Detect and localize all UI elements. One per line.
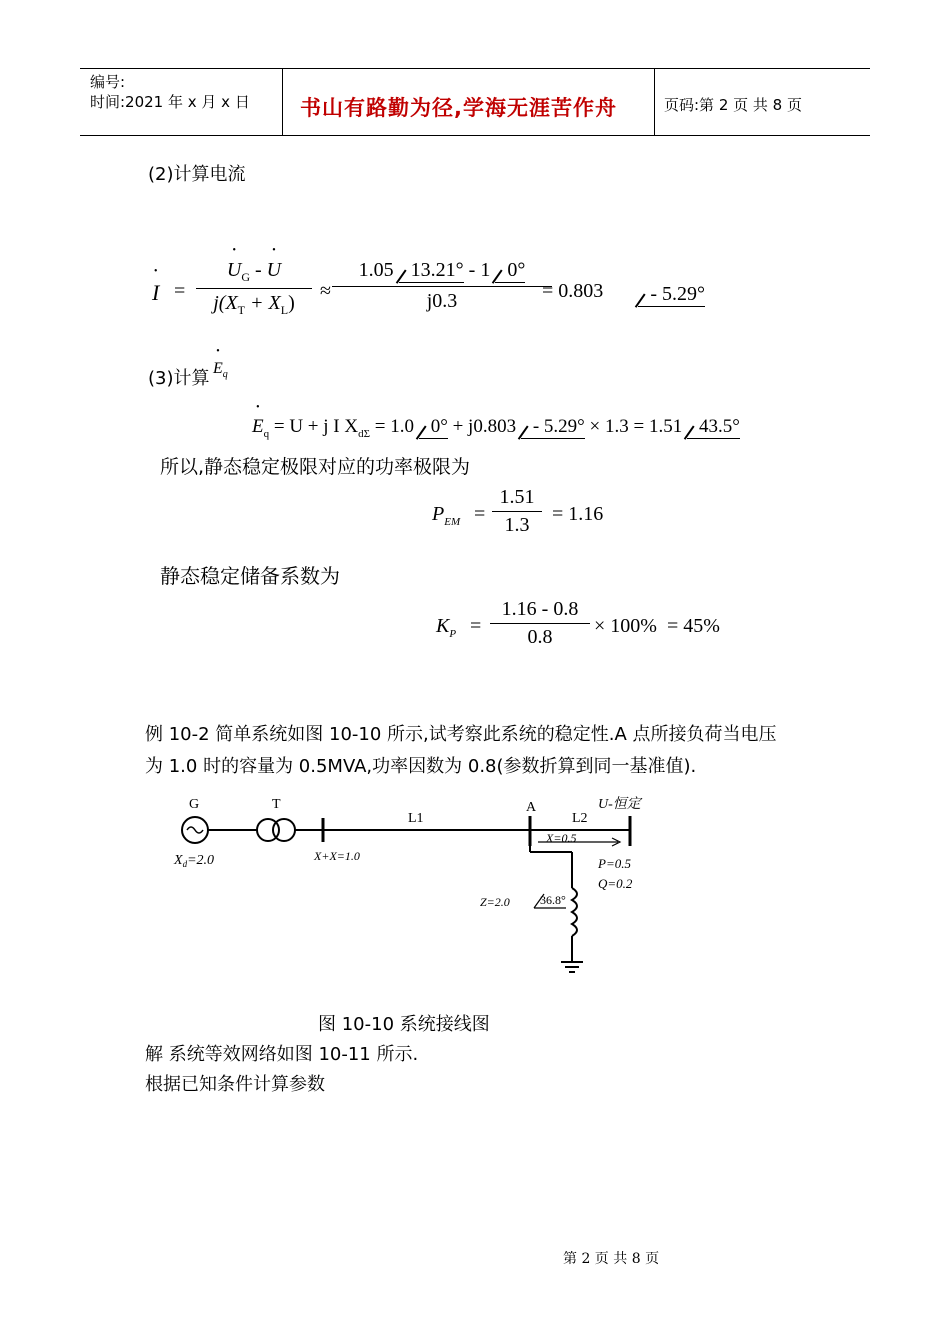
header-top-rule bbox=[80, 68, 870, 69]
label-p: P=0.5 bbox=[598, 856, 631, 871]
eq-current-u: • U bbox=[267, 259, 281, 281]
eq-eq-ang-e: 43.5° bbox=[687, 416, 740, 439]
eq-eq-ang-c: 0° bbox=[419, 416, 448, 439]
label-t: T bbox=[272, 797, 281, 812]
paragraph-reserve-coefficient: 静态稳定储备系数为 bbox=[160, 564, 340, 588]
page-footer: 第 2 页 共 8 页 bbox=[563, 1251, 660, 1267]
eq-current-lhs: • I bbox=[152, 280, 159, 305]
label-xd-val: =2.0 bbox=[187, 853, 215, 868]
label-z: Z=2.0 bbox=[480, 895, 510, 909]
eq-current-den-a: j(X bbox=[213, 292, 238, 314]
solution-line-1: 解 系统等效网络如图 10-11 所示. bbox=[145, 1044, 419, 1065]
label-g: G bbox=[189, 797, 200, 812]
label-a: A bbox=[526, 800, 537, 815]
eq-eq-x-sub: dΣ bbox=[358, 427, 370, 440]
eq-approx-1: ≈ bbox=[320, 280, 331, 302]
solution-line-2: 根据已知条件计算参数 bbox=[145, 1074, 325, 1095]
eq-kp-num: 1.16 - 0.8 bbox=[490, 598, 590, 624]
label-x1-val: =1.0 bbox=[336, 849, 360, 863]
eq-kp-equals: = bbox=[470, 615, 482, 637]
label-l1: L1 bbox=[408, 811, 424, 826]
eq-current-mag-b: - 1 bbox=[468, 259, 491, 281]
eq-current-frac2 bbox=[332, 259, 552, 313]
eq-current-ug-sub: G bbox=[241, 270, 250, 284]
eq-pem-den: 1.3 bbox=[504, 514, 530, 536]
label-l2: L2 bbox=[572, 811, 588, 826]
eq-pem-frac bbox=[492, 486, 542, 537]
label-q: Q=0.2 bbox=[598, 876, 633, 891]
label-xl2-x: X bbox=[546, 831, 554, 845]
eq-eq-e-sub: q bbox=[263, 427, 270, 440]
label-x1-rest: +X bbox=[321, 849, 337, 863]
eq-eq-u-val: = 1.0 bbox=[374, 416, 414, 437]
eq-equals-1: = bbox=[174, 280, 186, 302]
paragraph-power-limit: 所以,静态稳定极限对应的功率极限为 bbox=[160, 456, 471, 478]
eq-pem-p: P bbox=[432, 503, 445, 525]
eq-current-ang-b: 0° bbox=[495, 259, 525, 283]
label-xd-x: X bbox=[174, 853, 183, 868]
eq-eq-i-val: + j0.803 bbox=[452, 416, 517, 437]
eq-eq-ang-d: - 5.29° bbox=[521, 416, 585, 439]
eq-current-mag-a: 1.05 bbox=[358, 259, 394, 281]
equation-pem bbox=[432, 486, 632, 542]
label-xl2-val: =0.5 bbox=[553, 831, 577, 845]
eq-pem-equals: = bbox=[474, 503, 486, 525]
header-motto: 书山有路勤为径,学海无涯苦作舟 bbox=[300, 96, 617, 120]
transformer-coil-2 bbox=[273, 819, 295, 841]
section-3-symbol-sub: q bbox=[222, 369, 228, 381]
header-page-label: 页码:第 2 页 共 8 页 bbox=[664, 96, 802, 114]
figure-caption: 图 10-10 系统接线图 bbox=[318, 1014, 490, 1035]
eq-eq-result: × 1.3 = 1.51 bbox=[589, 416, 683, 437]
eq-current-result: = 0.803 bbox=[542, 280, 604, 302]
header-bottom-rule bbox=[80, 135, 870, 136]
load-inductor bbox=[572, 888, 577, 936]
section-2-title: (2)计算电流 bbox=[148, 164, 246, 185]
eq-pem-num: 1.51 bbox=[492, 486, 542, 512]
eq-current-minus: - bbox=[255, 259, 262, 281]
label-x1-x: X bbox=[314, 849, 322, 863]
equation-eq bbox=[252, 416, 740, 440]
eq-current-den-b: + X bbox=[250, 292, 281, 314]
label-xl2 bbox=[545, 831, 576, 845]
label-u-constant: U-恒定 bbox=[598, 797, 641, 812]
eq-current-den-val: j0.3 bbox=[426, 290, 458, 312]
header-time: 时间:2021 年 x 月 x 日 bbox=[90, 93, 250, 111]
eq-current-ug: • U bbox=[227, 259, 241, 281]
eq-current-den-sub1: T bbox=[237, 303, 246, 317]
eq-current-result-angle: - 5.29° bbox=[638, 283, 705, 307]
section-3-symbol bbox=[213, 360, 228, 380]
eq-eq-middle: = U + j I X bbox=[273, 416, 359, 437]
eq-pem-lhs bbox=[432, 503, 460, 528]
eq-kp-den: 0.8 bbox=[527, 626, 553, 648]
equation-current bbox=[150, 255, 750, 325]
example-line-2: 为 1.0 时的容量为 0.5MVA,功率因数为 0.8(参数折算到同一基准值). bbox=[145, 756, 697, 777]
eq-kp-result: × 100% = 45% bbox=[594, 615, 720, 637]
eq-current-ang-a: 13.21° bbox=[399, 259, 464, 283]
eq-pem-sub: EM bbox=[444, 516, 461, 528]
header-divider-left bbox=[282, 68, 283, 136]
example-line-1: 例 10-2 简单系统如图 10-10 所示,试考察此系统的稳定性.A 点所接负荷当电压 bbox=[145, 724, 777, 745]
eq-kp-frac bbox=[490, 598, 590, 649]
system-wiring-diagram bbox=[160, 790, 680, 990]
section-3-symbol-e: • E bbox=[213, 360, 223, 377]
eq-kp-lhs bbox=[436, 615, 456, 640]
eq-eq-e: • E bbox=[252, 416, 264, 437]
label-xd-sub: d bbox=[182, 859, 188, 869]
header-divider-right bbox=[654, 68, 655, 136]
label-xd bbox=[173, 853, 214, 869]
equation-kp bbox=[436, 598, 756, 654]
header-number: 编号: bbox=[90, 73, 126, 91]
eq-pem-result: = 1.16 bbox=[552, 503, 604, 525]
eq-current-frac1 bbox=[196, 259, 312, 318]
generator-wave bbox=[187, 827, 203, 833]
label-z-angle: 36.8° bbox=[540, 893, 566, 907]
eq-kp-sub: P bbox=[449, 628, 457, 640]
eq-kp-k: K bbox=[436, 615, 450, 637]
eq-current-den-close: ) bbox=[288, 292, 295, 314]
label-x1 bbox=[313, 849, 360, 863]
section-3-title: (3)计算 bbox=[148, 368, 210, 389]
eq-current-den-sub2: L bbox=[280, 303, 289, 317]
